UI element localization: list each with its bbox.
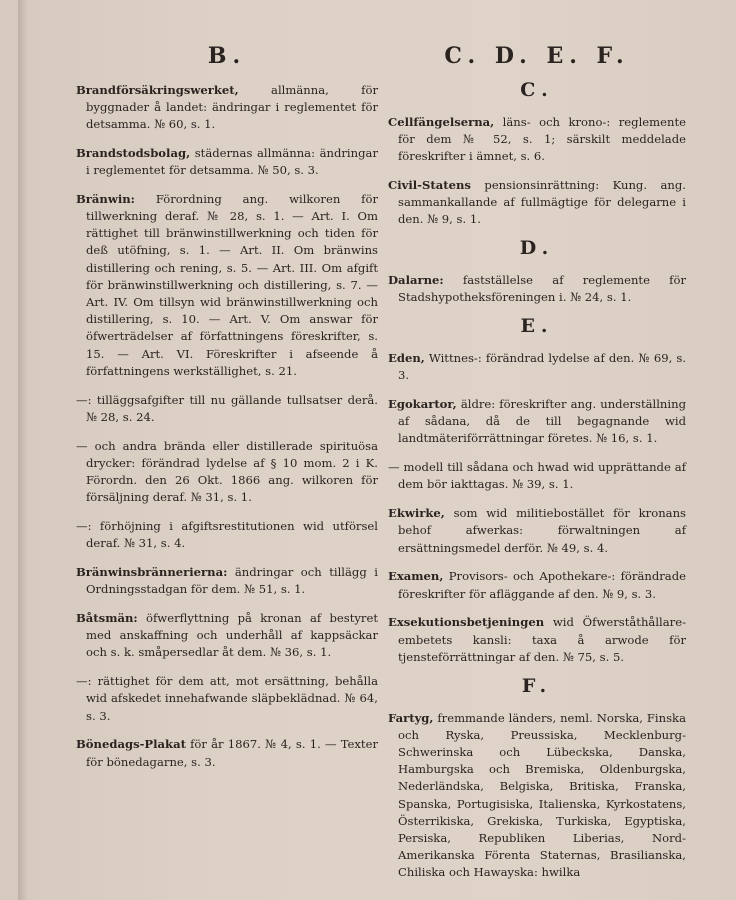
section-letter-b: B. — [207, 43, 247, 69]
entry-text: allmänna, för byggnader å landet: ändringar i reglementet för detsamma. № 60, s. 1. — [86, 82, 378, 131]
right-sections — [388, 78, 686, 882]
entry-text: —: rättighet för dem att, mot ersättning, behålla wid afskedet innehafwande släpbeklädnad. № 64, s. 3. — [76, 674, 378, 723]
index-entry — [388, 459, 686, 493]
entry-heading: Bränwin: — [76, 191, 135, 206]
entry-text: — och andra brända eller distillerade spirituösa drycker: förändrad lydelse af § 10 mom. 2 i K. Förordn. den 26 Okt. 1866 ang. wilkoren för försäljning deraf. № 31, s. 1. — [76, 438, 378, 505]
entry-heading: Civil-Statens — [388, 177, 471, 192]
entry-text: Wittnes-: förändrad lydelse af den. № 69, s. 3. — [398, 351, 686, 383]
entry-heading: Bränwinsbrännerierna: — [76, 565, 228, 580]
section-letters-cdef: C. D. E. F. — [444, 43, 630, 69]
index-entry — [388, 614, 686, 666]
entry-text: —: tilläggsafgifter till nu gällande tullsatser derå. № 28, s. 24. — [76, 392, 378, 424]
entry-text: — modell till sådana och hwad wid upprättande af dem bör iakttagas. № 39, s. 1. — [388, 460, 686, 492]
section-letter: C. — [520, 79, 554, 101]
entry-heading: Ekwirke, — [388, 506, 445, 521]
entry-heading: Cellfängelserna, — [388, 114, 495, 129]
index-entry — [388, 114, 686, 166]
left-column — [76, 42, 378, 779]
entry-text: öfwerflyttning på kronan af bestyret med anskaffning och underhåll af kappsäckar och s. k. småpersedlar åt dem. № 36, s. 1. — [86, 611, 378, 660]
entry-heading: Eden, — [388, 351, 425, 365]
index-entry — [388, 272, 686, 306]
entry-text: för år 1867. № 4, s. 1. — Texter för bönedagarne, s. 3. — [86, 737, 378, 769]
index-entry — [76, 736, 378, 770]
entry-heading: Fartyg, — [388, 710, 434, 725]
left-entries — [76, 82, 378, 771]
entry-heading: Dalarne: — [388, 273, 444, 287]
entry-text: wid Öfwerståthållare-embetets kansli: taxa å arwode för tjensteförrättningar af den. № 75, s. 5. — [398, 615, 686, 664]
entry-text: städernas allmänna: ändringar i reglementet för detsamma. № 50, s. 3. — [86, 145, 378, 177]
entry-text: fremmande länders, neml. Norska, Finska och Ryska, Preussiska, Mecklenburg-Schwerinska och Lübeckska, Danska, Hamburgska och Bremiska, Oldenburgska, Nederländska, Belgiska, Britiska, Franska, Spanska, Portugisiska, Italienska, Kyrkostatens, Österrikiska, Grekiska, Turkiska, Egyptiska, Persiska, Republiken Liberias, Nord-Amerikanska Förenta Staternas, Brasilianska, Chiliska och Hawayska: hwilka — [398, 710, 686, 880]
entry-heading: Brandstodsbolag, — [76, 145, 191, 160]
section-letter: E. — [520, 315, 554, 338]
index-entry — [388, 505, 686, 557]
index-entry — [388, 396, 686, 448]
entry-text: som wid militiebostället för kronans behof afwerkas: förwaltningen af ersättningsmedel derför. № 49, s. 4. — [398, 506, 686, 555]
index-entry — [388, 177, 686, 229]
entry-text: pensionsinrättning: Kung. ang. sammankallande af fullmägtige för delegarne i den. № 9, s. 1. — [398, 177, 686, 227]
entry-text: läns- och krono-: reglemente för dem № 52, s. 1; särskilt meddelade föreskrifter i ämnet, s. 6. — [398, 114, 686, 163]
index-entry — [76, 673, 378, 725]
page-crease — [18, 0, 28, 900]
entry-text: ändringar och tillägg i Ordningsstadgan för dem. № 51, s. 1. — [86, 565, 378, 597]
section-letter: F. — [521, 675, 553, 698]
entry-heading: Egokartor, — [388, 397, 457, 411]
index-entry — [388, 568, 686, 602]
index-entry — [388, 350, 686, 384]
section-letter: D. — [519, 237, 555, 260]
index-entry — [76, 191, 378, 380]
entry-heading: Båtsmän: — [76, 611, 138, 626]
entry-heading: Brandförsäkringswerket, — [76, 82, 239, 97]
index-entry — [76, 610, 378, 662]
index-entry — [388, 710, 686, 882]
entry-heading: Examen, — [388, 569, 444, 584]
entry-text: Förordning ang. wilkoren för tillwerkning deraf. № 28, s. 1. — Art. I. Om rättighet till bränwinstillwerkning och tiden för deß utöfning, s. 1. — Art. II. Om bränwins distillering och rening, s. 5. — Art. III. Om afgift för bränwinstillwerkning och distillering, s. 7. — Art. IV. Om tillsyn wid bränwinstillwerkning och distillering, s. 10. — Art. V. Om answar för öfwerträdelser af författningens föreskrifter, s. 15. — Art. VI. Föreskrifter i afseende å författningens werkställighet, s. 21. — [86, 191, 378, 378]
index-entry — [76, 518, 378, 552]
entry-heading: Bönedags-Plakat — [76, 737, 186, 752]
index-entry — [76, 392, 378, 426]
entry-text: fastställelse af reglemente för Stadshypotheksföreningen i. № 24, s. 1. — [398, 273, 686, 305]
entry-text: Provisors- och Apothekare-: förändrade föreskrifter för afläggande af den. № 9, s. 3. — [398, 569, 686, 601]
entry-heading: Exsekutionsbetjeningen — [388, 615, 545, 630]
entry-text: äldre: föreskrifter ang. underställning af sådana, då de till begagnande wid landtmäteriförrättningar företes. № 16, s. 1. — [398, 397, 686, 446]
index-entry — [76, 564, 378, 598]
index-entry — [76, 438, 378, 507]
entry-text: —: förhöjning i afgiftsrestitutionen wid utförsel deraf. № 31, s. 4. — [76, 519, 378, 551]
index-entry — [76, 145, 378, 179]
right-column — [388, 42, 686, 884]
index-entry — [76, 82, 378, 134]
